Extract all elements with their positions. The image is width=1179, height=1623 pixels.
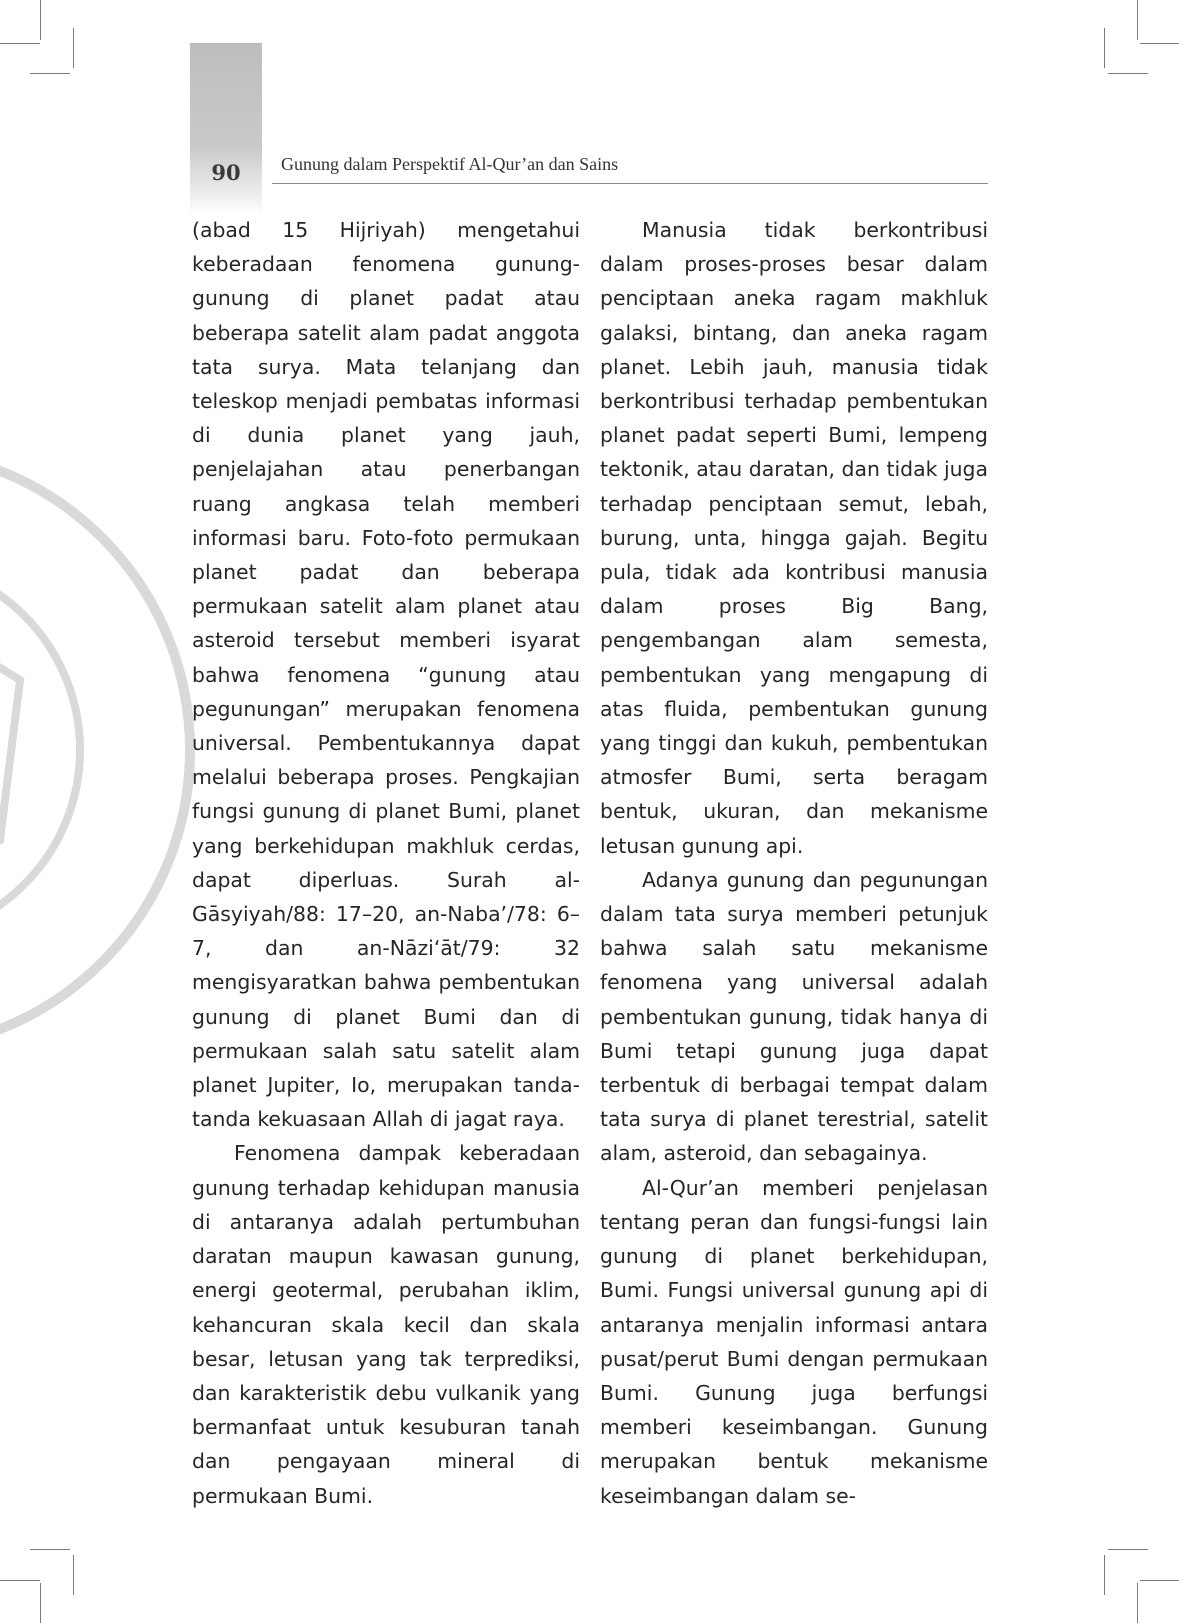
crop-mark xyxy=(40,0,41,40)
crop-mark xyxy=(1140,1580,1179,1581)
crop-mark xyxy=(1137,1583,1138,1623)
page-number: 90 xyxy=(211,160,241,185)
right-column xyxy=(600,213,988,1513)
left-column xyxy=(192,213,580,1513)
crop-mark xyxy=(73,1555,74,1595)
paragraph: Al-Qur’an memberi penjelasan tentang peran dan fungsi-fungsi lain gunung di planet berkehidupan, Bumi. Fungsi universal gunung api di antaranya menjalin informasi antara pusat/perut Bumi dengan permukaan Bumi. Gunung juga berfungsi memberi keseimbangan. Gunung merupakan bentuk mekanisme keseimbangan dalam se- xyxy=(600,1175,988,1508)
crop-mark xyxy=(30,73,70,74)
header-rule xyxy=(272,183,988,184)
paragraph: Adanya gunung dan pegunungan dalam tata surya memberi petunjuk bahwa salah satu mekanisme fenomena yang universal adalah pembentukan gunung, tidak hanya di Bumi tetapi gunung juga dapat terbentuk di berbagai tempat dalam tata surya di planet terestrial, satelit alam, asteroid, dan sebagainya. xyxy=(600,867,988,1166)
crop-mark xyxy=(0,1580,40,1581)
crop-mark xyxy=(0,43,40,44)
crop-mark xyxy=(1108,73,1148,74)
stamp-watermark xyxy=(0,440,200,1060)
paragraph: (abad 15 Hijriyah) mengetahui keberadaan fenomena gunung-gunung di planet padat atau beberapa satelit alam padat anggota tata surya. Mata telanjang dan teleskop menjadi pembatas informasi di dunia planet yang jauh, penjelajahan atau penerbangan ruang angkasa telah memberi informasi baru. Foto-foto permukaan planet padat dan beberapa permukaan satelit alam planet atau asteroid tersebut memberi isyarat bahwa fenomena “gunung atau pegunungan” merupakan fenomena universal. Pembentukannya dapat melalui beberapa proses. Pengkajian fungsi gunung di planet Bumi, planet yang berkehidupan makhluk cerdas, dapat diperluas. Surah al-Gāsyiyah/88: 17–20, an-Naba’/78: 6–7, dan an-Nāzi‘āt/79: 32 mengisyaratkan bahwa pembentukan gunung di planet Bumi dan di permukaan salah satu satelit alam planet Jupiter, Io, merupakan tanda-tanda kekuasaan Allah di jagat raya. xyxy=(192,218,580,1132)
paragraph: Manusia tidak berkontribusi dalam proses-proses besar dalam penciptaan aneka ragam makhluk galaksi, bintang, dan aneka ragam planet. Lebih jauh, manusia tidak berkontribusi terhadap pembentukan planet padat seperti Bumi, lempeng tektonik, atau daratan, dan tidak juga terhadap penciptaan semut, lebah, burung, unta, hingga gajah. Begitu pula, tidak ada kontribusi manusia dalam proses Big Bang, pengembangan alam semesta, pembentukan yang mengapung di atas fluida, pembentukan gunung yang tinggi dan kukuh, pembentukan atmosfer Bumi, serta beragam bentuk, ukuran, dan mekanisme letusan gunung api. xyxy=(600,218,988,858)
crop-mark xyxy=(1104,1555,1105,1595)
paragraph: Fenomena dampak keberadaan gunung terhadap kehidupan manusia di antaranya adalah pertumbuhan daratan maupun kawasan gunung, energi geotermal, perubahan iklim, kehancuran skala kecil dan skala besar, letusan yang tak terprediksi, dan karakteristik debu vulkanik yang bermanfaat untuk kesuburan tanah dan pengayaan mineral di permukaan Bumi. xyxy=(192,1141,580,1508)
crop-mark xyxy=(30,1549,70,1550)
crop-mark xyxy=(1108,1549,1148,1550)
page-number-tab xyxy=(190,43,262,215)
crop-mark xyxy=(1140,43,1179,44)
running-title: Gunung dalam Perspektif Al-Qur’an dan Sains xyxy=(281,154,619,174)
crop-mark xyxy=(1104,28,1105,68)
crop-mark xyxy=(40,1583,41,1623)
crop-mark xyxy=(1137,0,1138,40)
crop-mark xyxy=(73,28,74,68)
